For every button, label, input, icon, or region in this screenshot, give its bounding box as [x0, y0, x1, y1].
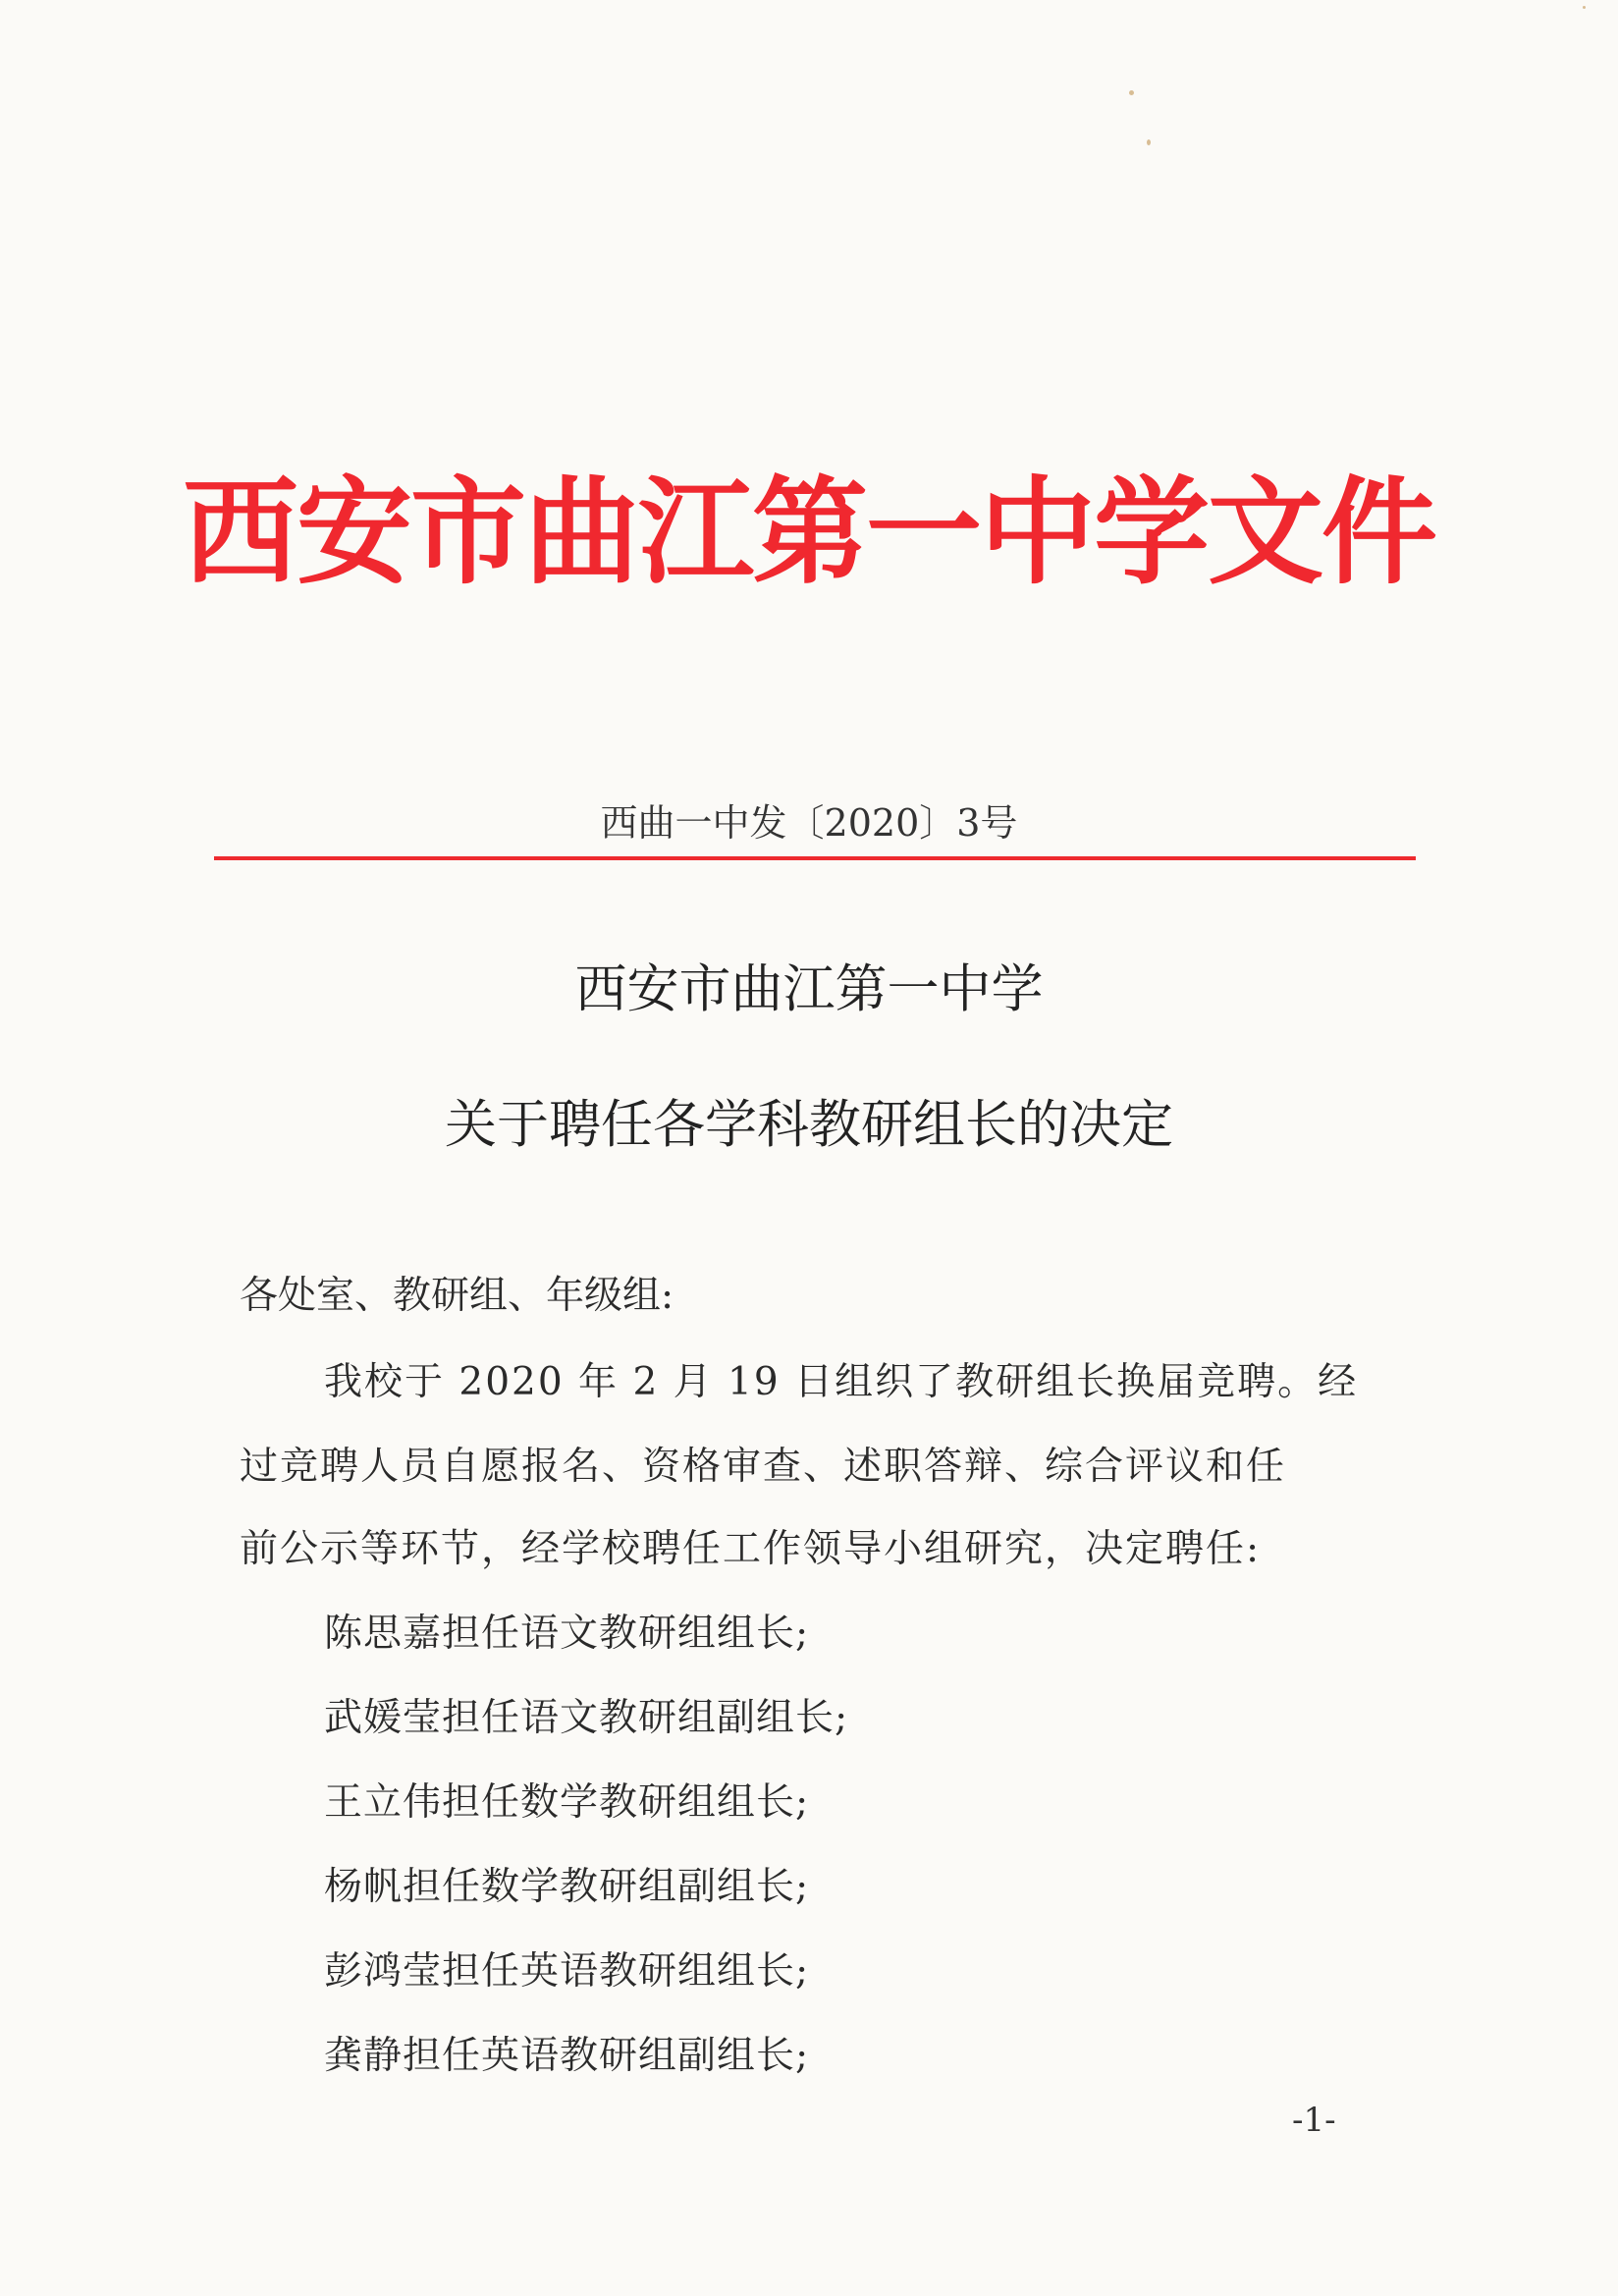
red-divider-line — [214, 856, 1416, 860]
paragraph-line: 过竞聘人员自愿报名、资格审查、述职答辩、综合评议和任 — [240, 1445, 1287, 1489]
appointment-item: 杨帆担任数学教研组副组长; — [324, 1865, 810, 1909]
paragraph-line: 前公示等环节，经学校聘任工作领导小组研究，决定聘任: — [240, 1527, 1262, 1571]
paper-speck — [1147, 139, 1151, 145]
heading-line-1: 西安市曲江第一中学 — [574, 959, 1044, 1019]
appointment-item: 王立伟担任数学教研组组长; — [324, 1780, 810, 1825]
paper-speck — [1129, 90, 1134, 95]
appointment-item: 彭鸿莹担任英语教研组组长; — [324, 1949, 810, 1994]
appointment-item: 陈思嘉担任语文教研组组长; — [324, 1612, 810, 1656]
paper-speck — [1583, 6, 1586, 9]
heading-line-2: 关于聘任各学科教研组长的决定 — [445, 1095, 1173, 1155]
salutation: 各处室、教研组、年级组: — [240, 1274, 674, 1318]
document-number: 西曲一中发〔2020〕3号 — [600, 801, 1018, 845]
appointment-item: 武媛莹担任语文教研组副组长; — [324, 1696, 849, 1740]
page-number: -1- — [1292, 2101, 1336, 2140]
paragraph-line: 我校于 2020 年 2 月 19 日组织了教研组长换届竞聘。经 — [324, 1360, 1359, 1404]
document-masthead: 西安市曲江第一中学文件 — [182, 464, 1435, 600]
appointment-item: 龚静担任英语教研组副组长; — [324, 2034, 810, 2078]
